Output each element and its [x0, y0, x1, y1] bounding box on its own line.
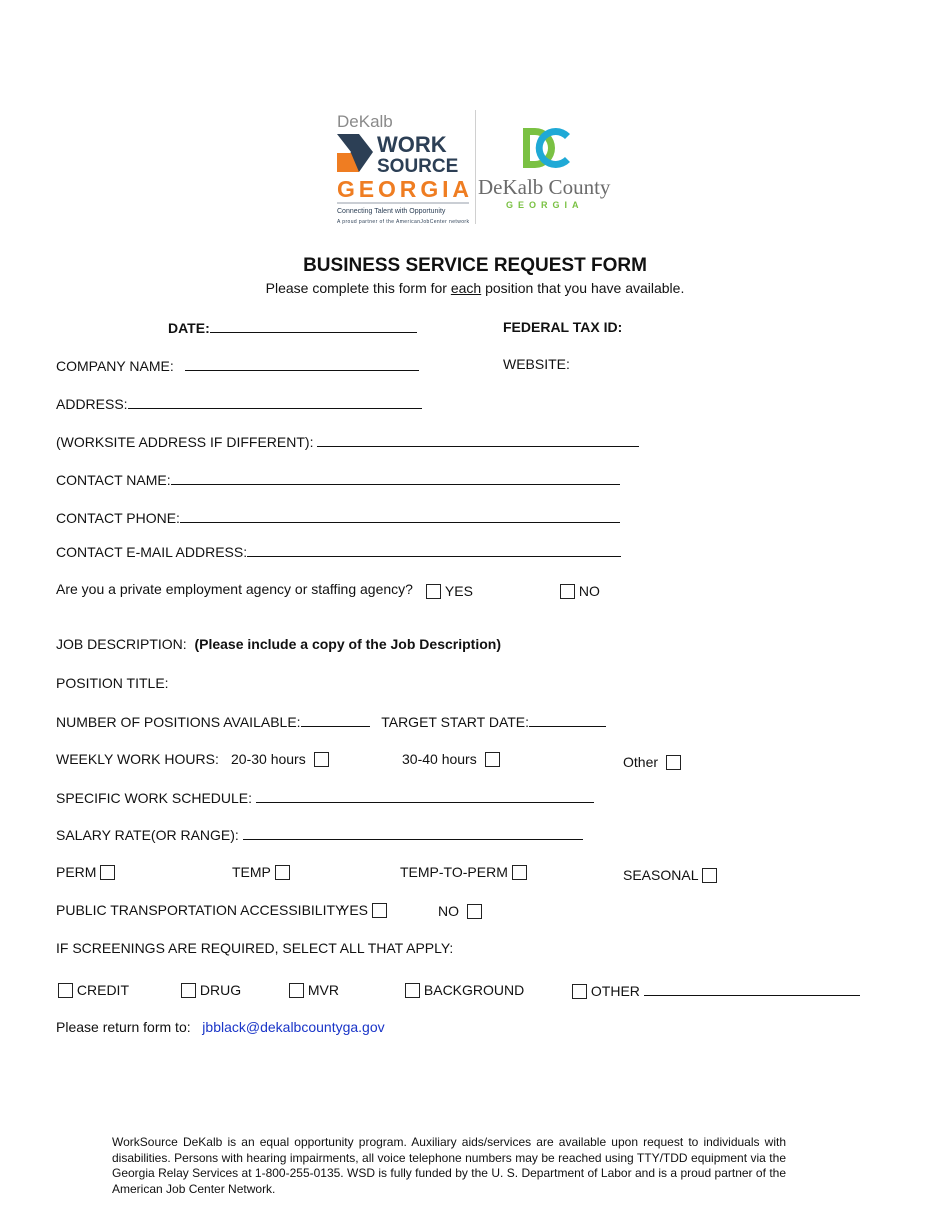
schedule-label: SPECIFIC WORK SCHEDULE: — [56, 790, 253, 806]
logo-divider — [475, 110, 476, 224]
date-label: DATE: — [168, 320, 210, 336]
logo-georgia-state-text: GEORGIA — [506, 200, 584, 210]
transportation-no-checkbox[interactable] — [467, 904, 482, 919]
contact-email-label: CONTACT E-MAIL ADDRESS: — [56, 544, 248, 560]
return-email-link[interactable]: jbblack@dekalbcountyga.gov — [202, 1019, 385, 1035]
salary-field — [56, 826, 583, 843]
dekalb-county-logo — [478, 122, 628, 218]
contact-email-input[interactable] — [247, 543, 621, 557]
agency-no-checkbox[interactable] — [560, 584, 575, 599]
worksite-address-label: (WORKSITE ADDRESS IF DIFFERENT): — [56, 434, 314, 450]
screening-mvr-option[interactable]: MVR — [289, 982, 339, 998]
hours-30-40-checkbox[interactable] — [485, 752, 500, 767]
schedule-field — [56, 789, 594, 806]
company-name-field — [56, 357, 419, 374]
other-screening-input[interactable] — [644, 982, 860, 996]
logo-tagline: Connecting Talent with Opportunity — [337, 208, 446, 215]
contact-email-field — [56, 543, 621, 560]
footer-disclaimer: WorkSource DeKalb is an equal opportunity program. Auxiliary aids/services are available upon request to individuals with disabilities. Persons with hearing impairments, all voice telephone numbers may be reached using TTY/TDD equipment via the Georgia Relay Services at 1-800-255-0135. WSD is fully funded by the U. S. Department of Labor and is a proud partner of the American Job Center Network. — [112, 1135, 786, 1196]
other-checkbox[interactable] — [572, 984, 587, 999]
num-positions-label: NUMBER OF POSITIONS AVAILABLE: — [56, 714, 301, 730]
num-positions-input[interactable] — [301, 713, 370, 727]
logo-georgia-text: GEORGIA — [337, 176, 469, 202]
perm-checkbox[interactable] — [100, 865, 115, 880]
hours-other-checkbox[interactable] — [666, 755, 681, 770]
screening-drug-option[interactable]: DRUG — [181, 982, 241, 998]
temp-to-perm-option[interactable]: TEMP-TO-PERM — [400, 864, 527, 880]
screening-background-option[interactable]: BACKGROUND — [405, 982, 524, 998]
screening-credit-option[interactable]: CREDIT — [58, 982, 129, 998]
transportation-yes-option[interactable]: YES — [340, 902, 387, 918]
contact-name-field — [56, 471, 620, 488]
date-field — [168, 319, 417, 336]
agency-yes-checkbox[interactable] — [426, 584, 441, 599]
address-input[interactable] — [128, 395, 422, 409]
date-input[interactable] — [210, 319, 417, 333]
hours-20-30-option[interactable]: 20-30 hours — [231, 751, 329, 767]
temp-to-perm-checkbox[interactable] — [512, 865, 527, 880]
transportation-label: PUBLIC TRANSPORTATION ACCESSIBILITY — [56, 902, 345, 918]
seasonal-option[interactable]: SEASONAL — [623, 867, 717, 883]
mvr-checkbox[interactable] — [289, 983, 304, 998]
website-label: WEBSITE: — [503, 356, 570, 372]
seasonal-checkbox[interactable] — [702, 868, 717, 883]
position-title-label: POSITION TITLE: — [56, 675, 169, 691]
logo-work-text: WORK — [377, 132, 447, 157]
address-field — [56, 395, 422, 412]
company-name-label: COMPANY NAME: — [56, 358, 174, 374]
weekly-hours-label: WEEKLY WORK HOURS: — [56, 751, 219, 767]
hours-other-option[interactable]: Other — [623, 754, 681, 770]
agency-question-label: Are you a private employment agency or staffing agency? — [56, 581, 413, 597]
page-subtitle: Please complete this form for each position that you have available. — [265, 280, 685, 296]
transportation-yes-checkbox[interactable] — [372, 903, 387, 918]
logo-source-text: SOURCE — [377, 156, 459, 177]
target-start-label: TARGET START DATE: — [381, 714, 530, 730]
address-label: ADDRESS: — [56, 396, 128, 412]
hours-20-30-checkbox[interactable] — [314, 752, 329, 767]
contact-phone-field — [56, 509, 620, 526]
worksite-address-input[interactable] — [317, 433, 639, 447]
worksite-address-field — [56, 433, 639, 450]
background-checkbox[interactable] — [405, 983, 420, 998]
screenings-label: IF SCREENINGS ARE REQUIRED, SELECT ALL THAT APPLY: — [56, 940, 454, 956]
agency-no-option[interactable]: NO — [560, 583, 600, 599]
hours-30-40-option[interactable]: 30-40 hours — [402, 751, 500, 767]
contact-name-label: CONTACT NAME: — [56, 472, 171, 488]
credit-checkbox[interactable] — [58, 983, 73, 998]
return-label: Please return form to: — [56, 1019, 191, 1035]
schedule-input[interactable] — [256, 789, 594, 803]
contact-name-input[interactable] — [171, 471, 620, 485]
logo-dekalb-text: DeKalb — [337, 112, 393, 131]
logo-partner-text: A proud partner of the AmericanJobCenter network — [337, 219, 469, 225]
contact-phone-label: CONTACT PHONE: — [56, 510, 180, 526]
drug-checkbox[interactable] — [181, 983, 196, 998]
logo-dekalb-county-text: DeKalb County — [478, 175, 611, 199]
agency-yes-option[interactable]: YES — [426, 583, 473, 599]
page-title: BUSINESS SERVICE REQUEST FORM — [303, 255, 647, 276]
company-name-input[interactable] — [185, 357, 419, 371]
return-to — [56, 1019, 385, 1035]
salary-input[interactable] — [243, 826, 583, 840]
job-description-label: JOB DESCRIPTION: (Please include a copy of the Job Description) — [56, 636, 501, 652]
temp-checkbox[interactable] — [275, 865, 290, 880]
target-start-input[interactable] — [529, 713, 606, 727]
federal-tax-id-label: FEDERAL TAX ID: — [503, 319, 623, 335]
salary-label: SALARY RATE(OR RANGE): — [56, 827, 239, 843]
job-description-note: (Please include a copy of the Job Description) — [194, 636, 501, 652]
screening-other-option[interactable]: OTHER — [572, 982, 860, 999]
temp-option[interactable]: TEMP — [232, 864, 290, 880]
num-positions-field — [56, 713, 606, 730]
worksource-dekalb-logo — [335, 110, 475, 228]
contact-phone-input[interactable] — [180, 509, 620, 523]
perm-option[interactable]: PERM — [56, 864, 115, 880]
transportation-no-option[interactable]: NO — [438, 903, 482, 919]
